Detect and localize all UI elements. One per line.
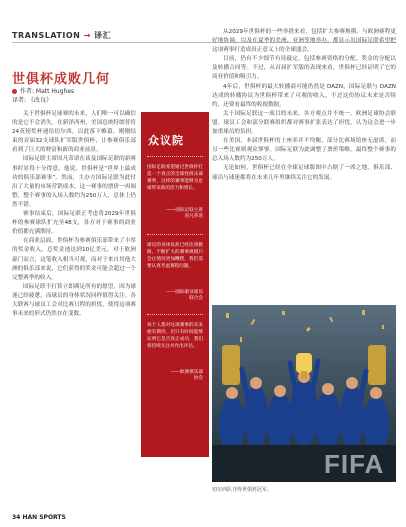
article-title: 世俱杯成败几何 — [12, 72, 111, 87]
article-body-right — [212, 28, 396, 183]
body-paragraph: 关于国际足联这一项目的未来，各方观点并不统一。欧洲足球协会联盟、球员工会和部分联赛组织都对赛事扩张表达了担忧，认为这会进一步加重球员的负担。 — [212, 110, 396, 136]
sidebar-quote-source: ——欧洲俱乐部 协会 — [170, 370, 203, 382]
fifa-banner-text: FIFA — [324, 449, 385, 479]
section-arrow-icon: → — [83, 31, 91, 40]
sidebar-divider — [147, 314, 203, 315]
body-paragraph: 在美国，本届世俱杯的上座率并不均衡，部分比赛场馆座无虚席，而另一些比赛则观众寥寥。国际足联为此调整了票价策略，最终整个赛事的总入场人数约为250万人。 — [212, 138, 396, 163]
sidebar-quote-source: ——国际职业球员 联合会 — [166, 290, 203, 302]
author-text: 作者: Matt Hughes — [20, 88, 75, 95]
section-label — [12, 30, 111, 41]
body-paragraph: 4年后，世俱杯的最大转播商可能仍然是 DAZN，国际足联与 DAZN 达成的转播协议为世俱杯带来了可观的收入，不过这份协议未来是否续约，还要看最终的收视数据。 — [212, 83, 396, 108]
translator-text: 译者: 《改良》 — [12, 97, 52, 104]
sidebar-divider — [147, 156, 203, 157]
body-paragraph: 赛事结束后，国际足联正考虑将2029年世俱杯的参赛球队扩充至48支，各方对于赛事的商业价值都充满期待。 — [12, 211, 136, 236]
article-body-left — [12, 110, 136, 319]
bullet-icon — [12, 89, 17, 94]
sidebar-title: 众议院 — [148, 134, 184, 147]
team-celebration-photo — [212, 305, 396, 482]
body-paragraph: 从2029年世俱杯的一些举措来看，包括扩大参赛规模、与欧洲赛程更好地协调，以及在夏季的美洲、亚洲等地举办，都显示出国际足联希望把这项赛事打造成真正意义上的全球盛会。 — [212, 29, 396, 54]
body-paragraph: 在商业层面，世俱杯为参赛俱乐部带来了丰厚的奖金收入，总奖金池达到10亿美元。对于欧洲豪门而言，这笔收入相当可观，而对于来自其他大洲的俱乐部来说，它们获得的奖金可能会超过一个完整赛季的收入。 — [12, 238, 136, 281]
sidebar-quote: 球员的身体负荷已经达到极限，不断扩大的赛事规模只会让情况更加糟糕，我们需要认真考虑赛程问题。 — [147, 243, 203, 269]
section-label-en: TRANSLATION — [12, 31, 81, 40]
author-line — [12, 86, 74, 95]
section-label-cn: 译汇 — [94, 31, 112, 40]
magazine-name: HAN SPORTS — [22, 514, 66, 521]
sidebar-quote: 国际足联希望通过世俱杯打造一个真正的全球性俱乐部赛事，这样的赛事能够为足球带来新的活力和增长。 — [147, 165, 203, 191]
body-paragraph: 国际足联主席因凡蒂诺在谈及国际足联的新赛事时显得十分得意。他说，世俱杯是“世界上最成功的俱乐部赛事”。然而，主办方国际足联为此付出了大量的市场营销成本，这一赛事的票价一再调整，整个赛事的入场人数约为250万人，总体上仍然不错。 — [12, 156, 136, 208]
photo-caption: 切尔西队夺得世俱杯冠军。 — [212, 487, 273, 493]
page-footer — [12, 514, 66, 521]
body-paragraph: 目前，仍有不少细节有待敲定，包括参赛资格的分配、奖金的分配以及转播合同等。不过，从首届扩军版的表现来看，世俱杯已经证明了它的商业价值和吸引力。 — [212, 56, 396, 81]
sidebar-quote-source: ——国际足联主席 因凡蒂诺 — [166, 208, 203, 220]
page-number: 34 — [12, 514, 21, 521]
body-paragraph: 无论如何，世俱杯已经在全球足球版图中占据了一席之地，俱乐部、球员与球迷都将在未来几年里继续关注它的发展。 — [212, 165, 396, 181]
photo-illustration — [212, 305, 396, 482]
body-paragraph: 国际足联不打算立即满足所有的愿望，因为球迷已经疲惫，而球员的身体状况同样值得关注。各大联赛与球员工会对比赛日程的担忧，使得这项赛事未来的形式仍然存在变数。 — [12, 283, 136, 318]
translator-line — [12, 95, 52, 104]
opinion-sidebar — [141, 112, 209, 457]
sidebar-divider — [147, 234, 203, 235]
body-paragraph: 关于世俱杯足球赛的未来，人们唯一可以确信的是它不会消失。在新泽西州，美国总统特朗普将24英镑奖杯递给切尔西，以此落下帷幕。刚刚结束的首届32支球队扩军版世俱杯，让参赛俱乐部看到了巨大的财富和新的商业前景。 — [12, 111, 136, 154]
sidebar-quote: 每个人都对这项赛事的未来抱有期待，但只有时间能够证明它是否真正成功，我们将持续关注并作出评估。 — [147, 323, 203, 349]
